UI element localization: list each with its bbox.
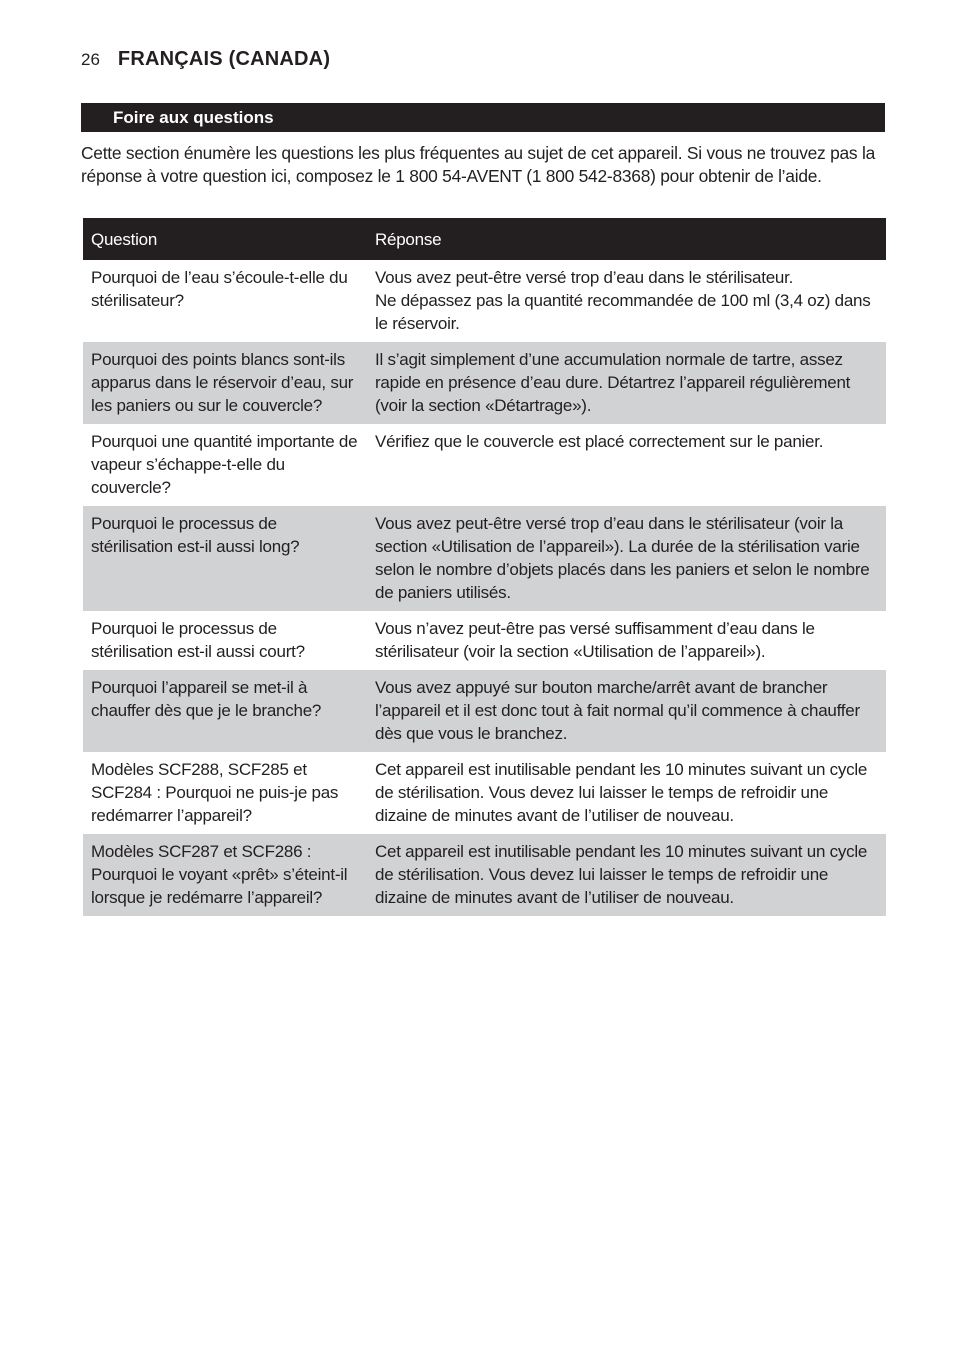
page-language-title: FRANÇAIS (CANADA) <box>117 48 331 70</box>
column-header-answer: Réponse <box>367 218 886 260</box>
faq-row <box>83 506 886 611</box>
faq-question: Pourquoi des points blancs sont-ils apparus dans le réservoir d’eau, sur les paniers ou sur le couvercle? <box>83 342 367 424</box>
faq-answer <box>367 611 886 670</box>
column-header-question: Question <box>83 218 367 260</box>
faq-table <box>83 218 886 916</box>
faq-answer <box>367 834 886 916</box>
faq-question: Pourquoi une quantité importante de vapeur s’échappe-t-elle du couvercle? <box>83 424 367 506</box>
faq-row <box>83 342 886 424</box>
page-header <box>81 48 330 71</box>
faq-answer-line: Cet appareil est inutilisable pendant les 10 minutes suivant un cycle de stérilisation. Vous devez lui laisser le temps de refroidir une dizaine de minutes avant de l’utiliser de nouveau. <box>375 842 868 907</box>
faq-row <box>83 611 886 670</box>
faq-row <box>83 834 886 916</box>
faq-answer <box>367 424 886 506</box>
faq-row <box>83 752 886 834</box>
faq-answer <box>367 752 886 834</box>
section-title-bar: Foire aux questions <box>81 103 885 132</box>
faq-answer-line: Ne dépassez pas la quantité recommandée de 100 ml (3,4 oz) dans le réservoir. <box>375 291 871 333</box>
faq-answer-line: Vous avez appuyé sur bouton marche/arrêt avant de brancher l’appareil et il est donc tout à fait normal qu’il commence à chauffer dès que vous le branchez. <box>375 678 860 743</box>
faq-answer-line: Cet appareil est inutilisable pendant les 10 minutes suivant un cycle de stérilisation. Vous devez lui laisser le temps de refroidir une dizaine de minutes avant de l’utiliser de nouveau. <box>375 760 868 825</box>
faq-answer-line: Vérifiez que le couvercle est placé correctement sur le panier. <box>375 432 824 451</box>
faq-header-row <box>83 218 886 260</box>
faq-answer <box>367 260 886 342</box>
faq-answer-line: Il s’agit simplement d’une accumulation normale de tartre, assez rapide en présence d’eau dure. Détartrez l’appareil régulièrement (voir la section «Détartrage»). <box>375 350 851 415</box>
faq-answer <box>367 342 886 424</box>
faq-answer-line: Vous avez peut-être versé trop d’eau dans le stérilisateur (voir la section «Utilisation de l’appareil»). La durée de la stérilisation varie selon le nombre d’objets placés dans les paniers et selon le nombre de paniers utilisés. <box>375 514 870 602</box>
faq-question: Pourquoi de l’eau s’écoule-t-elle du stérilisateur? <box>83 260 367 342</box>
faq-row <box>83 260 886 342</box>
faq-question: Modèles SCF287 et SCF286 : Pourquoi le voyant «prêt» s’éteint-il lorsque je redémarre l’appareil? <box>83 834 367 916</box>
faq-question: Pourquoi l’appareil se met-il à chauffer dès que je le branche? <box>83 670 367 752</box>
faq-row <box>83 424 886 506</box>
faq-answer <box>367 670 886 752</box>
faq-answer-line: Vous avez peut-être versé trop d’eau dans le stérilisateur. <box>375 268 794 287</box>
intro-paragraph: Cette section énumère les questions les plus fréquentes au sujet de cet appareil. Si vous ne trouvez pas la réponse à votre question ici, composez le 1 800 54-AVENT (1 800 542-8368) pour obtenir de l’aide. <box>81 143 875 186</box>
page-number: 26 <box>81 50 100 69</box>
faq-question: Modèles SCF288, SCF285 et SCF284 : Pourquoi ne puis-je pas redémarrer l’appareil? <box>83 752 367 834</box>
faq-question: Pourquoi le processus de stérilisation est-il aussi court? <box>83 611 367 670</box>
faq-answer-line: Vous n’avez peut-être pas versé suffisamment d’eau dans le stérilisateur (voir la section «Utilisation de l’appareil»). <box>375 619 815 661</box>
faq-row <box>83 670 886 752</box>
faq-question: Pourquoi le processus de stérilisation est-il aussi long? <box>83 506 367 611</box>
faq-answer <box>367 506 886 611</box>
